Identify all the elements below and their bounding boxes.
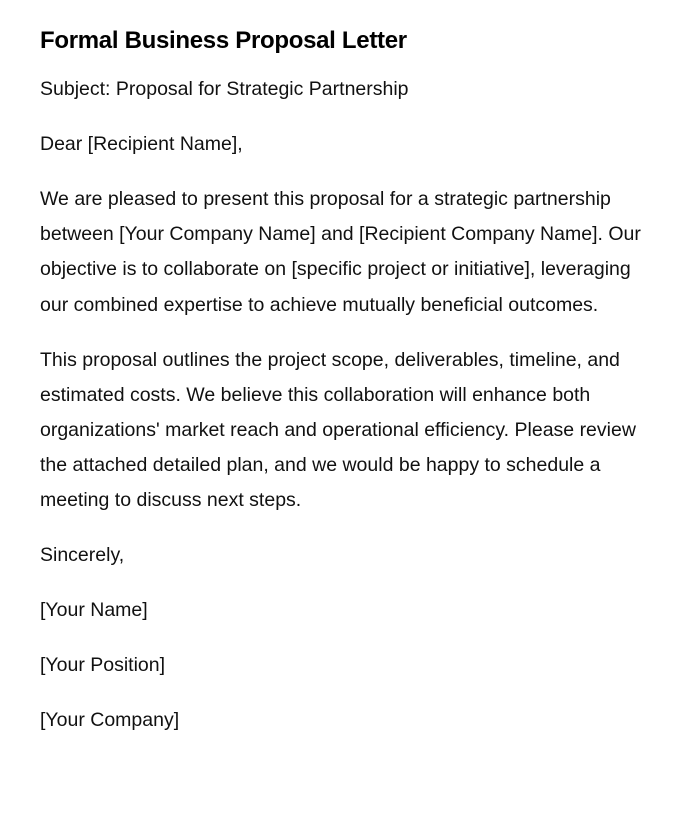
- signature-company: [Your Company]: [40, 709, 180, 732]
- closing: Sincerely,: [40, 544, 125, 567]
- body-paragraph-details: This proposal outlines the project scope, deliverables, timeline, and estimated costs. We believe this collaboration will enhance both organizations' market reach and operational efficiency. Please review the attached detailed plan, and we would be happy to schedule a meeting to discuss next steps.: [40, 348, 636, 512]
- salutation: Dear [Recipient Name],: [40, 133, 243, 155]
- document-title: Formal Business Proposal Letter: [40, 27, 407, 54]
- subject-line: Subject: Proposal for Strategic Partnership: [40, 78, 409, 100]
- body-paragraph-intro: We are pleased to present this proposal for a strategic partnership between [Your Company Name] and [Recipient Company Name]. Our objective is to collaborate on [specific project or initiative], leveraging our combined expertise to achieve mutually beneficial outcomes.: [40, 188, 641, 316]
- signature-position: [Your Position]: [40, 654, 166, 677]
- signature-name: [Your Name]: [40, 599, 148, 622]
- letter-document: [40, 26, 650, 758]
